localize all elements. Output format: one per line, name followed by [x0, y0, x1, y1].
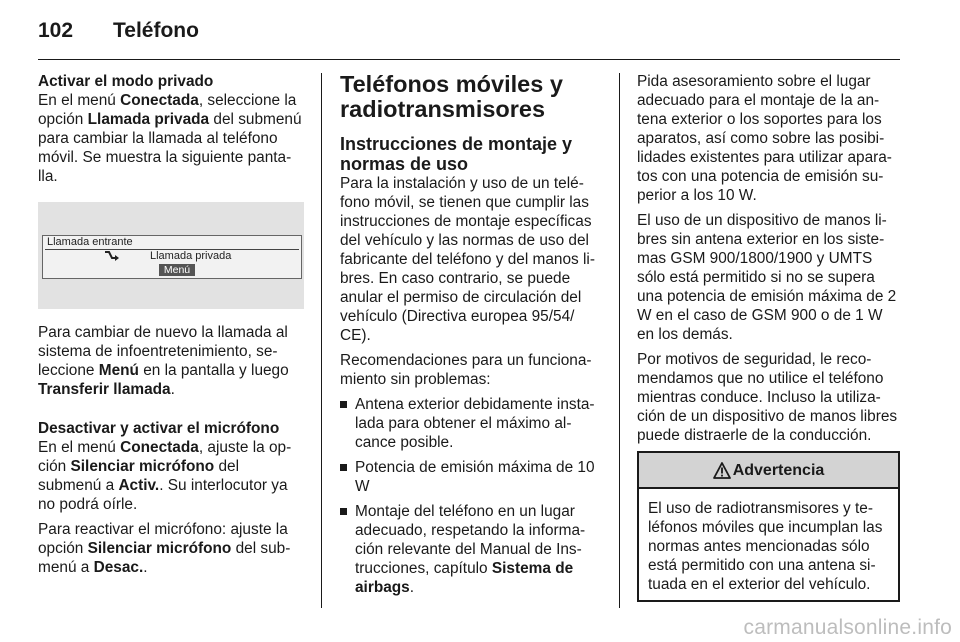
display-option-private-call: Llamada privada: [150, 250, 232, 262]
display-title: Llamada entrante: [47, 236, 133, 248]
text-run: del sub-menú a: [38, 540, 291, 576]
text-run: en la pantalla y luego: [138, 362, 289, 379]
menu-ref-menu: Menú: [98, 362, 139, 379]
section-heading-microphone: Desactivar y activar el micrófono: [38, 420, 280, 437]
text-run: En el menú: [38, 92, 121, 109]
display-screenshot: [38, 202, 304, 309]
section-heading-private-mode: Activar el modo privado: [38, 73, 214, 90]
paragraph-unmute-microphone: [38, 520, 304, 577]
paragraph-handsfree-power: El uso de un dispositivo de manos li-bres sin antena exterior en los siste-mas GSM 900/1800/1900 y UMTS sólo está permitido si no se supera una potencia de emisión máxima de 2 W en el caso de GSM 900 o de 1 W en los demás.: [637, 212, 897, 343]
menu-ref-conectada: Conectada: [120, 92, 199, 109]
list-item: [340, 458, 602, 496]
section-title-mobile-phones: Teléfonos móviles y radiotransmisores: [340, 71, 563, 122]
text-run: , seleccione la opción: [38, 92, 297, 128]
option-ref-activ: Activ.: [118, 477, 160, 494]
option-ref-llamada-privada: Llamada privada: [87, 111, 210, 128]
list-item-text: Antena exterior debidamente insta-lada para obtener el máximo al-cance posible.: [355, 396, 595, 451]
display-menu-button: Menú: [159, 264, 195, 276]
paragraph-safety: Por motivos de seguridad, le reco-mendamos que no utilice el teléfono mientras conduce. Incluso la utiliza-ción de un dispositivo de manos libres puede distraerle de la conducción.: [637, 351, 898, 444]
list-item-text: Montaje del teléfono en un lugar adecuado, respetando la informa-ción relevante del Manual de Ins-trucciones, capítulo: [355, 503, 586, 577]
watermark: carmanualsonline.info: [743, 616, 952, 639]
recommendation-list: [340, 395, 602, 597]
column-2: [340, 72, 602, 603]
bullet-square-icon: [340, 464, 347, 471]
page-header: [38, 16, 199, 46]
chapter-ref-airbags: Sistema de airbags: [355, 560, 574, 596]
column-divider: [321, 73, 322, 608]
paragraph-return-call: [38, 323, 304, 399]
call-transfer-icon: [104, 250, 120, 264]
list-item: [340, 502, 602, 597]
bullet-square-icon: [340, 401, 347, 408]
option-ref-desac: Desac.: [93, 559, 144, 576]
text-run: .: [143, 559, 148, 576]
list-item-text: Potencia de emisión máxima de 10 W: [355, 459, 595, 495]
paragraph-mute-microphone: [38, 438, 304, 514]
column-1: [38, 72, 304, 583]
list-item: [340, 395, 602, 452]
text-run: . Su interlocutor ya no podrá oírle.: [38, 477, 288, 513]
warning-title: Advertencia: [732, 461, 825, 479]
paragraph-recommendations: Recomendaciones para un funciona-miento sin problemas:: [340, 352, 592, 388]
header-divider: [38, 59, 900, 60]
column-3: [637, 72, 900, 602]
bullet-square-icon: [340, 508, 347, 515]
warning-triangle-icon: [713, 462, 731, 479]
display-panel: [42, 235, 302, 279]
text-run: , ajuste la op-ción: [38, 439, 292, 475]
warning-box: [637, 451, 900, 602]
column-divider: [619, 73, 620, 608]
text-run: del submenú a: [38, 458, 240, 494]
menu-ref-conectada: Conectada: [120, 439, 199, 456]
paragraph-private-mode: [38, 91, 304, 186]
page-number: 102: [38, 19, 74, 42]
text-run: .: [409, 579, 415, 596]
option-ref-transferir-llamada: Transferir llamada: [38, 381, 171, 398]
text-run: En el menú: [38, 439, 121, 456]
text-run: Para cambiar de nuevo la llamada al sistema de infoentretenimiento, se-leccione: [38, 324, 288, 379]
warning-header: [639, 453, 898, 489]
text-run: Para reactivar el micrófono: ajuste la opción: [38, 521, 288, 557]
warning-text: El uso de radiotransmisores y te-léfonos móviles que incumplan las normas antes mencionadas sólo está permitido con una antena si-tuada en el exterior del vehículo.: [648, 500, 883, 593]
text-run: del submenú para cambiar la llamada al teléfono móvil. Se muestra la siguiente panta-lla.: [38, 111, 302, 185]
paragraph-antenna-advice: Pida asesoramiento sobre el lugar adecuado para el montaje de la an-tena exterior o los soportes para los aparatos, así como sobre las posibi-lidades existentes para utilizar apara-tos con una potencia de emisión su-perior a los 10 W.: [637, 73, 892, 204]
chapter-title: Teléfono: [113, 19, 199, 42]
option-ref-silenciar-microfono: Silenciar micrófono: [70, 458, 215, 475]
text-run: .: [170, 381, 175, 398]
option-ref-silenciar-microfono: Silenciar micrófono: [87, 540, 232, 557]
subsection-title-mounting: Instrucciones de montaje y normas de uso: [340, 134, 573, 174]
paragraph-installation: Para la instalación y uso de un telé-fono móvil, se tienen que cumplir las instrucciones de montaje específicas del vehículo y las normas de uso del fabricante del teléfono y del manos li-bres. En caso contrario, se puede anular el permiso de circulación del vehículo (Directiva europea 95/54/ CE).: [340, 175, 595, 344]
